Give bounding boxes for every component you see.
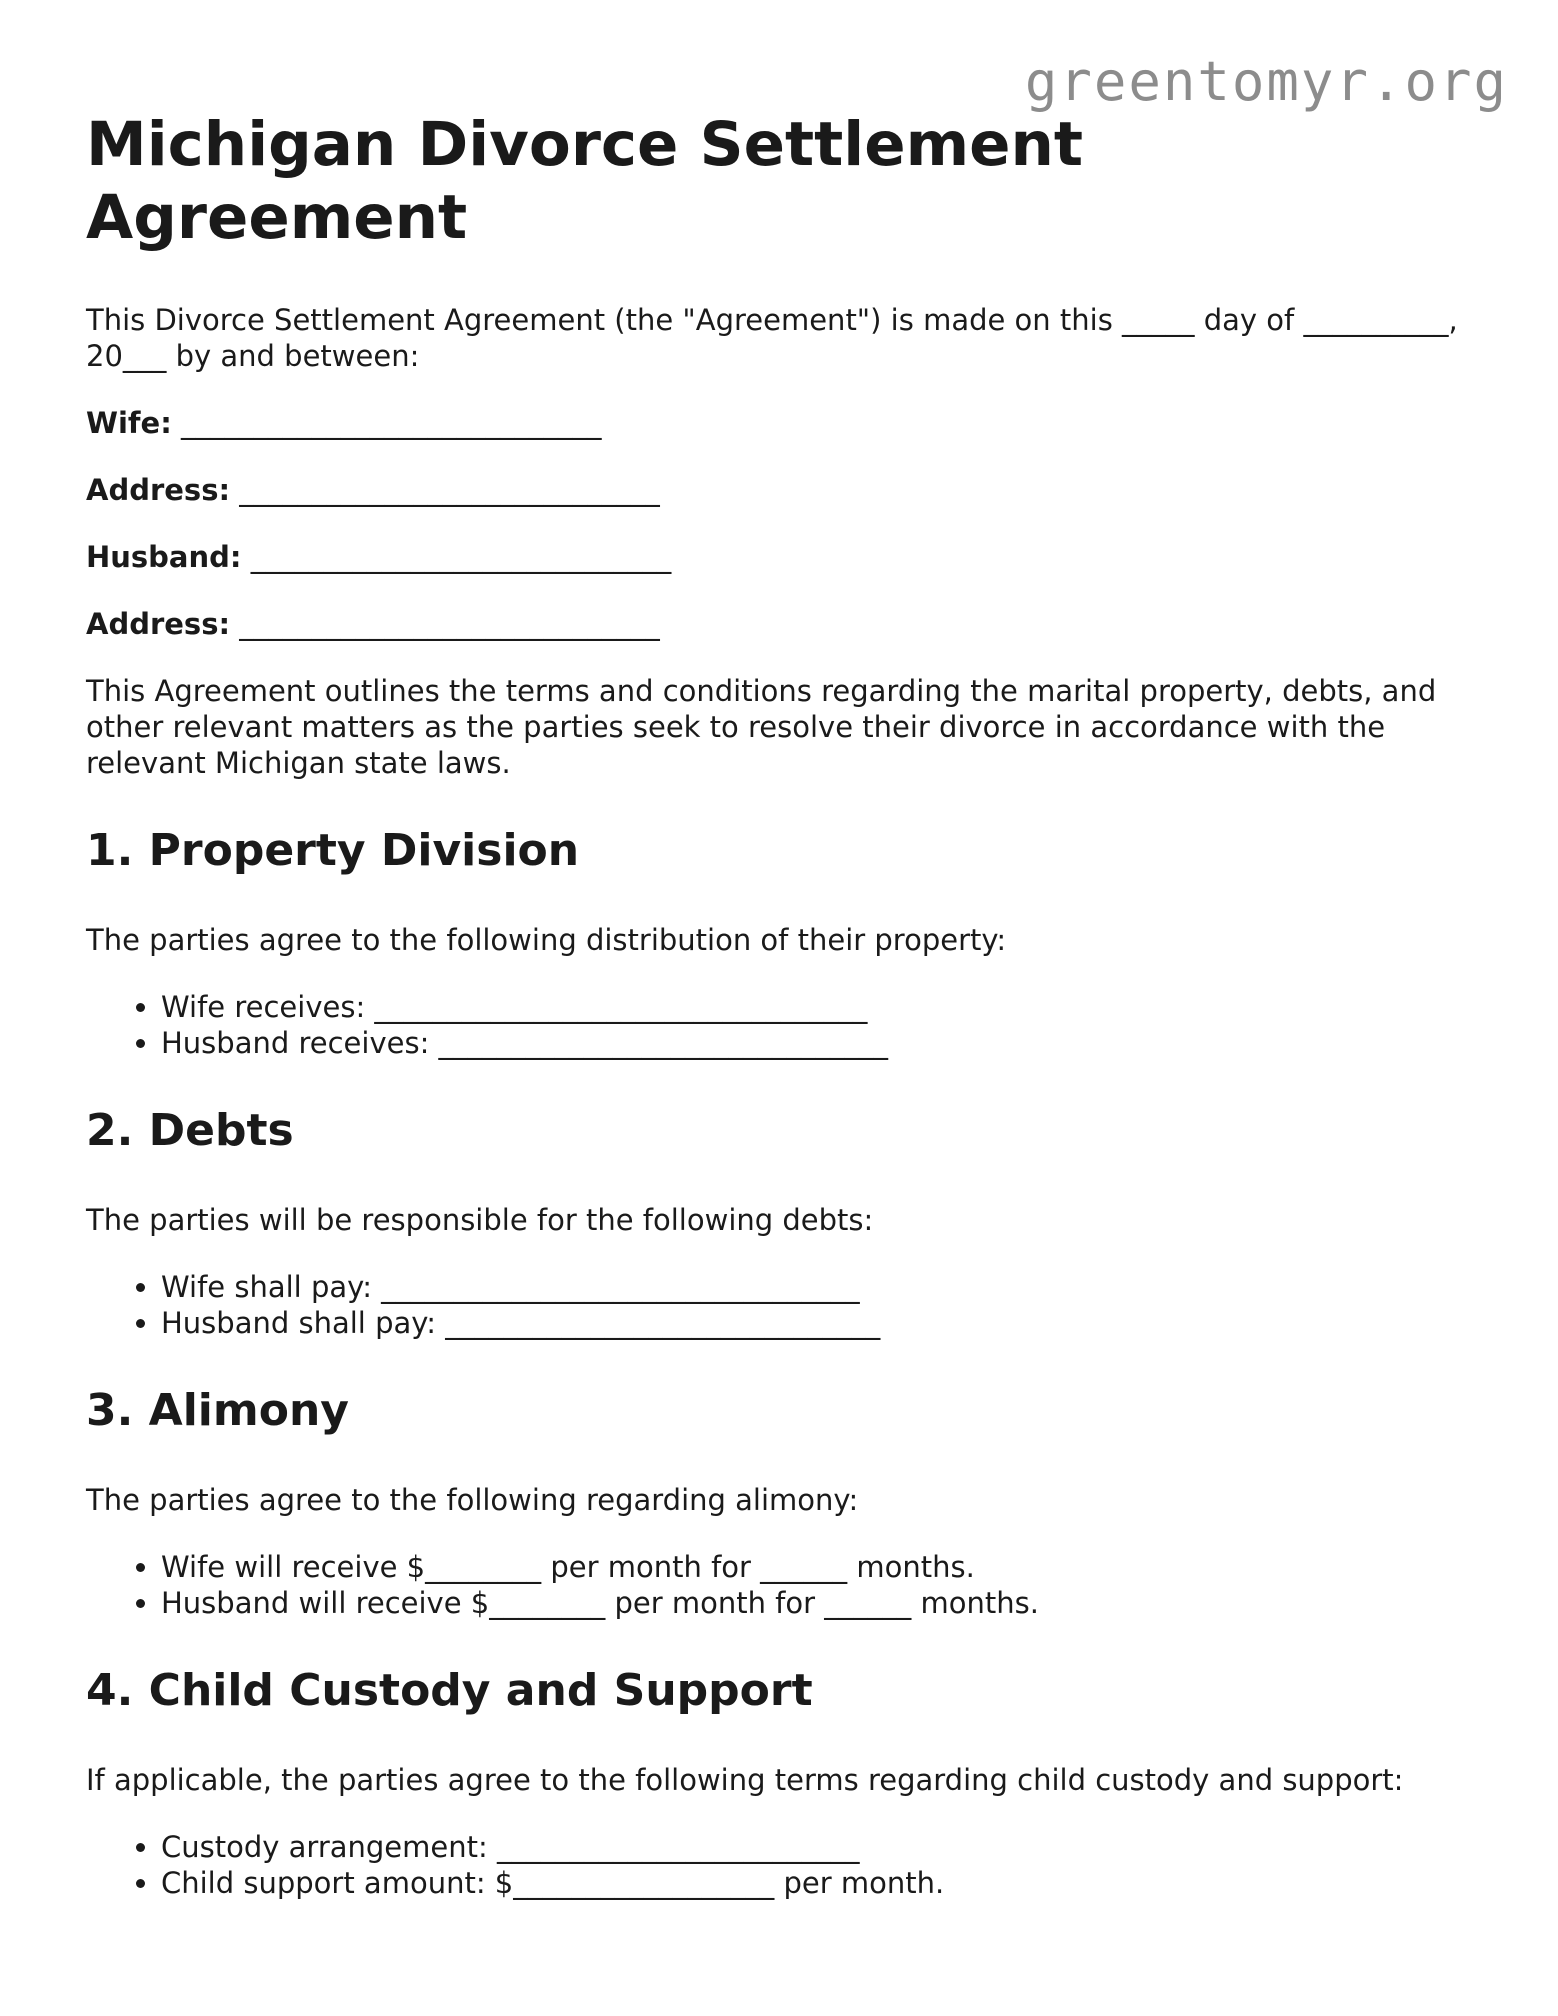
section-text: If applicable, the parties agree to the following terms regarding child custody and support: <box>86 1763 1404 1797</box>
section-text: The parties agree to the following regarding alimony: <box>86 1483 859 1517</box>
list-item: • Husband receives: _______________________________ <box>161 1025 1486 1061</box>
wife-name-field <box>86 405 1486 441</box>
list-item: • Husband will receive $________ per month for ______ months. <box>161 1585 1486 1621</box>
watermark: greentomyr.org <box>1024 50 1508 113</box>
husband-address-field <box>86 606 1486 642</box>
document-title: Michigan Divorce Settlement Agreement <box>86 109 1084 253</box>
list-item: • Wife receives: __________________________________ <box>161 989 1486 1025</box>
section-heading-alimony: 3. Alimony <box>86 1385 349 1436</box>
field-blank: _____________________________ <box>239 607 660 641</box>
section-heading-child-custody: 4. Child Custody and Support <box>86 1665 813 1716</box>
wife-address-field <box>86 472 1486 508</box>
section-text: The parties will be responsible for the following debts: <box>86 1203 874 1237</box>
list-item: • Child support amount: $__________________ per month. <box>161 1865 1486 1901</box>
child-custody-list <box>86 1829 1486 1901</box>
alimony-list <box>86 1549 1486 1621</box>
field-label: Husband: <box>86 540 242 574</box>
section-heading-property: 1. Property Division <box>86 825 580 876</box>
section-heading-debts: 2. Debts <box>86 1105 294 1156</box>
section-text: The parties agree to the following distribution of their property: <box>86 923 1007 957</box>
intro-paragraph: This Divorce Settlement Agreement (the "Agreement") is made on this _____ day of __________, 20___ by and between: <box>86 303 1458 373</box>
document-page <box>86 108 1486 1901</box>
list-item: • Wife shall pay: _________________________________ <box>161 1269 1486 1305</box>
list-item: • Husband shall pay: ______________________________ <box>161 1305 1486 1341</box>
purpose-paragraph: This Agreement outlines the terms and conditions regarding the marital property, debts, and other relevant matters as the parties seek to resolve their divorce in accordance with the relevant Michigan state laws. <box>86 674 1437 780</box>
field-label: Address: <box>86 607 231 641</box>
field-blank: _____________________________ <box>181 406 602 440</box>
field-blank: _____________________________ <box>250 540 672 574</box>
field-blank: _____________________________ <box>239 473 660 507</box>
list-item: • Custody arrangement: _________________________ <box>161 1829 1486 1865</box>
debts-list <box>86 1269 1486 1341</box>
list-item: • Wife will receive $________ per month for ______ months. <box>161 1549 1486 1585</box>
husband-name-field <box>86 539 1486 575</box>
field-label: Wife: <box>86 406 172 440</box>
field-label: Address: <box>86 473 231 507</box>
property-list <box>86 989 1486 1061</box>
